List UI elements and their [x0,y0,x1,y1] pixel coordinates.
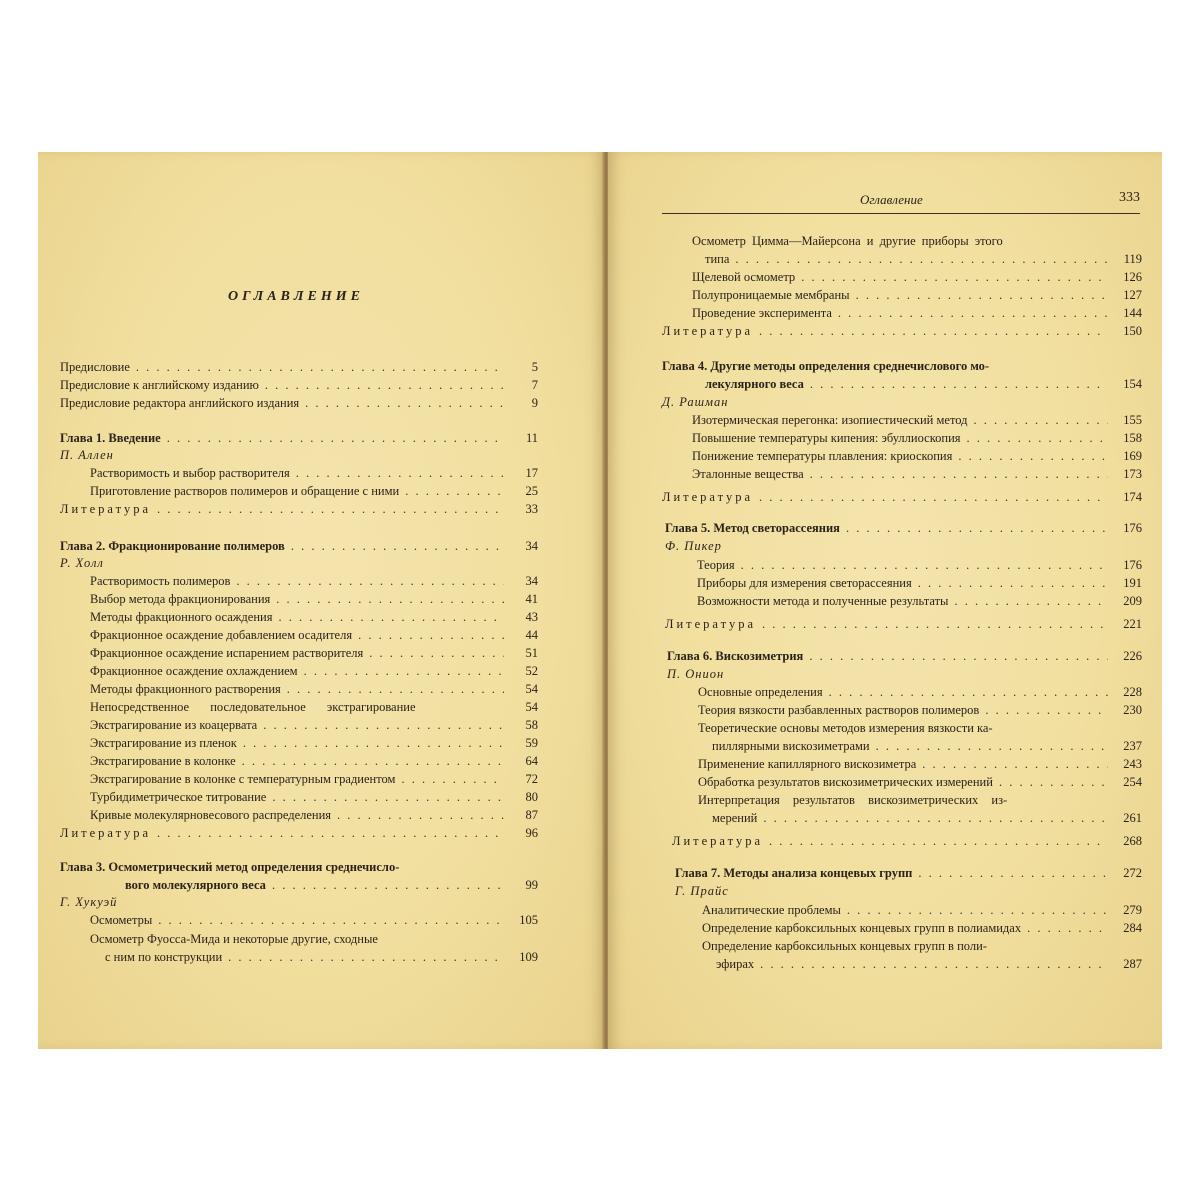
toc-entry: Интерпретация результатов вискозиметрических из- [698,793,1008,807]
toc-entry: Экстрагирование в колонке . . . 64 [90,752,538,770]
toc-references: Литература . . . 221 [665,615,1142,633]
toc-entry: Теория вязкости разбавленных растворов полимеров . . . 230 [698,701,1142,719]
toc-author: Г. Хукуэй [60,895,118,909]
toc-entry: Осмометр Цимма—Майерсона и другие приборы этого [692,234,1003,248]
toc-entry: Применение капиллярного вискозиметра . . . 243 [698,755,1142,773]
toc-entry: Проведение эксперимента . . . 144 [692,304,1142,322]
toc-author: Г. Прайс [675,884,729,898]
toc-entry: Осмометры . . . 105 [90,911,538,929]
toc-chapter-continued: вого молекулярного веса . . . 99 [125,876,538,894]
toc-entry: Полупроницаемые мембраны . . . 127 [692,286,1142,304]
running-head-page-number: 333 [1119,190,1140,205]
toc-title: ОГЛАВЛЕНИЕ [228,289,364,304]
toc-entry-continued: мерений . . . 261 [712,809,1142,827]
toc-entry: Методы фракционного растворения . . . 54 [90,680,538,698]
toc-references: Литература . . . 33 [60,500,538,518]
toc-chapter: Глава 2. Фракционирование полимеров . . . 34 [60,537,538,555]
toc-references: Литература . . . 96 [60,824,538,842]
toc-chapter: Глава 5. Метод светорассеяния . . . 176 [665,519,1142,537]
toc-entry: Растворимость полимеров . . . 34 [90,572,538,590]
toc-chapter: Глава 6. Вискозиметрия . . . 226 [667,647,1142,665]
toc-author: Ф. Пикер [665,539,722,553]
toc-entry: Теоретические основы методов измерения вязкости ка- [698,721,993,735]
toc-chapter: Глава 7. Методы анализа концевых групп . . . 272 [675,864,1142,882]
running-head [662,189,1140,214]
toc-entry: Фракционное осаждение добавлением осадителя . . . 44 [90,626,538,644]
toc-entry-continued: эфирах . . . 287 [716,955,1142,973]
toc-entry: Фракционное осаждение охлаждением . . . 52 [90,662,538,680]
toc-entry: Экстрагирование из пленок . . . 59 [90,734,538,752]
toc-entry: Непосредственное последовательное экстрагирование 54 [90,700,538,714]
toc-entry: Экстрагирование из коацервата . . . 58 [90,716,538,734]
toc-references: Литература . . . 268 [672,832,1142,850]
toc-author: П. Аллен [60,448,114,462]
toc-entry: Растворимость и выбор растворителя . . . 17 [90,464,538,482]
toc-entry: Определение карбоксильных концевых групп в полиамидах . . . 284 [702,919,1142,937]
toc-chapter: Глава 3. Осмометрический метод определения среднечисло- [60,860,400,874]
running-head-title: Оглавление [860,192,923,207]
toc-references: Литература . . . 174 [662,488,1142,506]
toc-author: П. Онион [667,667,725,681]
toc-entry: Эталонные вещества . . . 173 [692,465,1142,483]
toc-entry: Основные определения . . . 228 [698,683,1142,701]
toc-chapter: Глава 1. Введение . . . 11 [60,429,538,447]
toc-entry: Теория . . . 176 [697,556,1142,574]
toc-entry: Предисловие . . . 5 [60,358,538,376]
toc-entry: Экстрагирование в колонке с температурным градиентом . . . 72 [90,770,538,788]
toc-entry: Определение карбоксильных концевых групп в поли- [702,939,987,953]
toc-entry-continued: пиллярными вискозиметрами . . . 237 [712,737,1142,755]
toc-author: Д. Рашман [662,395,729,409]
toc-entry: Повышение температуры кипения: эбуллиоскопия . . . 158 [692,429,1142,447]
toc-entry: Предисловие к английскому изданию . . . 7 [60,376,538,394]
toc-entry: Выбор метода фракционирования . . . 41 [90,590,538,608]
toc-entry: Возможности метода и полученные результаты . . . 209 [697,592,1142,610]
toc-entry: Турбидиметрическое титрование . . . 80 [90,788,538,806]
toc-entry: Приготовление растворов полимеров и обращение с ними . . . 25 [90,482,538,500]
toc-entry: Кривые молекулярновесового распределения . . . 87 [90,806,538,824]
toc-entry: Осмометр Фуосса-Мида и некоторые другие, сходные [90,932,378,946]
toc-chapter: Глава 4. Другие методы определения среднечислового мо- [662,359,990,373]
toc-entry: Изотермическая перегонка: изопиестический метод . . . 155 [692,411,1142,429]
toc-chapter-continued: лекулярного веса . . . 154 [705,375,1142,393]
toc-entry: Обработка результатов вискозиметрических измерений . . . 254 [698,773,1142,791]
toc-entry-continued: типа . . . 119 [705,250,1142,268]
toc-entry: Методы фракционного осаждения . . . 43 [90,608,538,626]
toc-entry: Предисловие редактора английского издания . . . 9 [60,394,538,412]
toc-entry: Приборы для измерения светорассеяния . . . 191 [697,574,1142,592]
toc-entry: Фракционное осаждение испарением растворителя . . . 51 [90,644,538,662]
toc-entry: Щелевой осмометр . . . 126 [692,268,1142,286]
toc-entry-continued: с ним по конструкции . . . 109 [105,948,538,966]
toc-entry: Аналитические проблемы . . . 279 [702,901,1142,919]
toc-references: Литература . . . 150 [662,322,1142,340]
toc-author: Р. Холл [60,556,104,570]
toc-entry: Понижение температуры плавления: криоскопия . . . 169 [692,447,1142,465]
